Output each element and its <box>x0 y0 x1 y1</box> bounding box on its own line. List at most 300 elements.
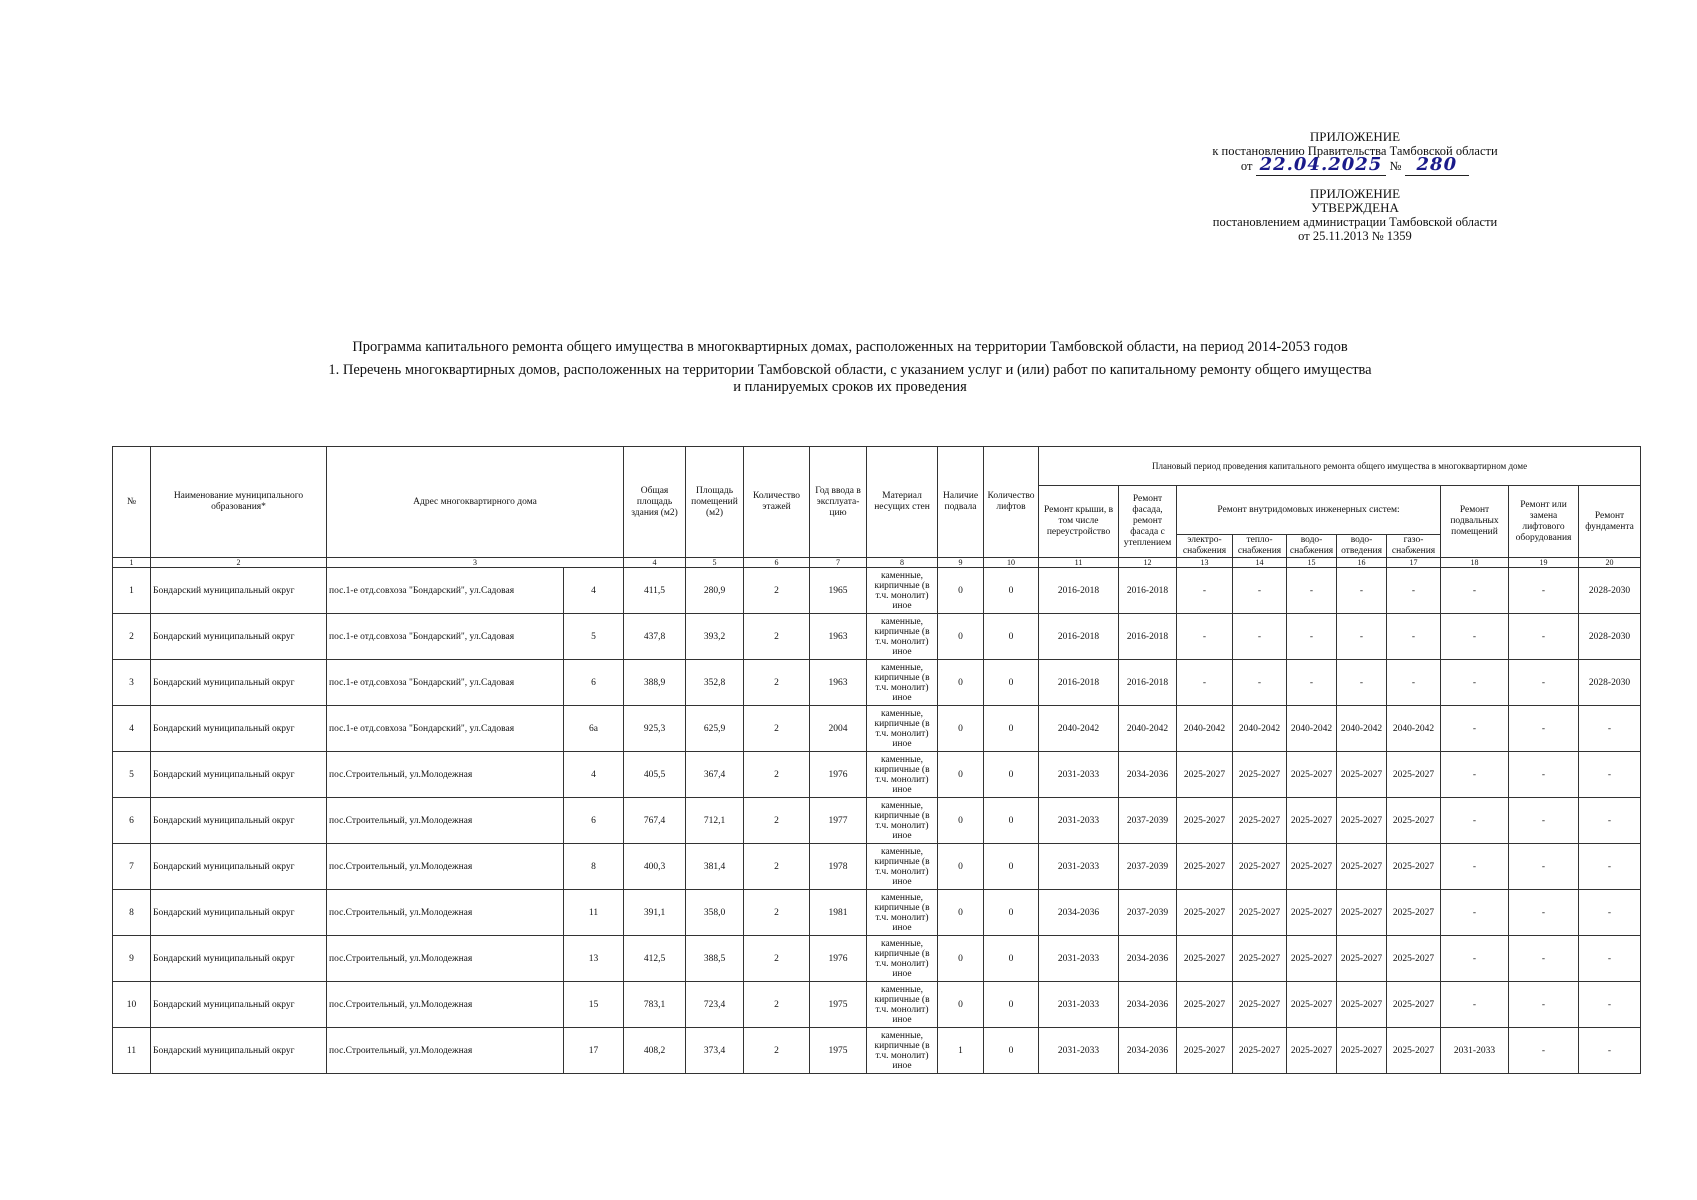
heat-repair-cell: - <box>1233 660 1287 706</box>
table-body <box>113 568 1641 1074</box>
foundation-repair-cell: - <box>1579 798 1641 844</box>
premises-area-cell: 280,9 <box>686 568 744 614</box>
premises-area-cell: 381,4 <box>686 844 744 890</box>
basement-cell: 0 <box>938 890 984 936</box>
table-row <box>113 890 1641 936</box>
year-cell: 1978 <box>810 844 867 890</box>
col-header-premises-area: Площадь помещений (м2) <box>686 447 744 558</box>
elevators-cell: 0 <box>984 936 1039 982</box>
row-number-cell: 1 <box>113 568 151 614</box>
basement-cell: 0 <box>938 982 984 1028</box>
address-cell: пос.Строительный, ул.Молодежная <box>327 844 564 890</box>
premises-area-cell: 393,2 <box>686 614 744 660</box>
sewer-repair-cell: 2025-2027 <box>1337 982 1387 1028</box>
column-number: 5 <box>686 558 744 568</box>
elevators-cell: 0 <box>984 890 1039 936</box>
col-header-num: № <box>113 447 151 558</box>
appendix-title-2: ПРИЛОЖЕНИЕ <box>1309 186 1401 201</box>
roof-repair-cell: 2031-2033 <box>1039 936 1119 982</box>
sewer-repair-cell: 2025-2027 <box>1337 752 1387 798</box>
gas-repair-cell: 2025-2027 <box>1387 844 1441 890</box>
municipality-cell: Бондарский муниципальный округ <box>151 568 327 614</box>
column-number: 7 <box>810 558 867 568</box>
column-number: 17 <box>1387 558 1441 568</box>
gas-repair-cell: 2040-2042 <box>1387 706 1441 752</box>
basement-cell: 1 <box>938 1028 984 1074</box>
elevators-cell: 0 <box>984 614 1039 660</box>
sewer-repair-cell: 2025-2027 <box>1337 844 1387 890</box>
premises-area-cell: 388,5 <box>686 936 744 982</box>
total-area-cell: 411,5 <box>624 568 686 614</box>
wall-material-cell: каменные, кирпичные (в т.ч. монолит) иное <box>867 660 938 706</box>
total-area-cell: 405,5 <box>624 752 686 798</box>
basement-repair-cell: - <box>1441 890 1509 936</box>
address-cell: пос.Строительный, ул.Молодежная <box>327 1028 564 1074</box>
total-area-cell: 408,2 <box>624 1028 686 1074</box>
address-cell: пос.Строительный, ул.Молодежная <box>327 982 564 1028</box>
gas-repair-cell: 2025-2027 <box>1387 982 1441 1028</box>
wall-material-cell: каменные, кирпичные (в т.ч. монолит) иное <box>867 890 938 936</box>
column-number: 12 <box>1119 558 1177 568</box>
row-number-cell: 9 <box>113 936 151 982</box>
basement-cell: 0 <box>938 660 984 706</box>
elevator-repair-cell: - <box>1509 752 1579 798</box>
col-header-wall-material: Материал несущих стен <box>867 447 938 558</box>
column-number: 3 <box>327 558 624 568</box>
elevator-repair-cell: - <box>1509 660 1579 706</box>
address-cell: пос.Строительный, ул.Молодежная <box>327 798 564 844</box>
column-number: 4 <box>624 558 686 568</box>
house-number-cell: 6а <box>564 706 624 752</box>
water-repair-cell: - <box>1287 660 1337 706</box>
column-number: 14 <box>1233 558 1287 568</box>
facade-repair-cell: 2034-2036 <box>1119 752 1177 798</box>
total-area-cell: 388,9 <box>624 660 686 706</box>
roof-repair-cell: 2031-2033 <box>1039 844 1119 890</box>
elevators-cell: 0 <box>984 982 1039 1028</box>
address-cell: пос.1-е отд.совхоза "Бондарский", ул.Садовая <box>327 706 564 752</box>
basement-repair-cell: - <box>1441 660 1509 706</box>
facade-repair-cell: 2037-2039 <box>1119 798 1177 844</box>
row-number-cell: 2 <box>113 614 151 660</box>
facade-repair-cell: 2037-2039 <box>1119 844 1177 890</box>
premises-area-cell: 352,8 <box>686 660 744 706</box>
table-row <box>113 752 1641 798</box>
table-row <box>113 614 1641 660</box>
document-title: Программа капитального ремонта общего имущества в многоквартирных домах, расположенных на территории Тамбовской области, на период 2014-2053 годов <box>352 339 1348 355</box>
elevator-repair-cell: - <box>1509 1028 1579 1074</box>
sewer-repair-cell: 2025-2027 <box>1337 798 1387 844</box>
heat-repair-cell: 2025-2027 <box>1233 1028 1287 1074</box>
gas-repair-cell: 2025-2027 <box>1387 1028 1441 1074</box>
house-number-cell: 11 <box>564 890 624 936</box>
municipality-cell: Бондарский муниципальный округ <box>151 982 327 1028</box>
foundation-repair-cell: - <box>1579 752 1641 798</box>
resolution-date-line <box>1190 154 1520 175</box>
house-number-cell: 13 <box>564 936 624 982</box>
address-cell: пос.Строительный, ул.Молодежная <box>327 936 564 982</box>
total-area-cell: 783,1 <box>624 982 686 1028</box>
repair-program-table-wrap <box>112 446 1635 1074</box>
house-number-cell: 15 <box>564 982 624 1028</box>
basement-repair-cell: - <box>1441 614 1509 660</box>
elevator-repair-cell: - <box>1509 614 1579 660</box>
foundation-repair-cell: - <box>1579 890 1641 936</box>
total-area-cell: 925,3 <box>624 706 686 752</box>
heat-repair-cell: 2040-2042 <box>1233 706 1287 752</box>
basement-cell: 0 <box>938 936 984 982</box>
house-number-cell: 5 <box>564 614 624 660</box>
floors-cell: 2 <box>744 890 810 936</box>
floors-cell: 2 <box>744 936 810 982</box>
foundation-repair-cell: 2028-2030 <box>1579 568 1641 614</box>
foundation-repair-cell: 2028-2030 <box>1579 660 1641 706</box>
sewer-repair-cell: 2040-2042 <box>1337 706 1387 752</box>
gas-repair-cell: 2025-2027 <box>1387 890 1441 936</box>
roof-repair-cell: 2040-2042 <box>1039 706 1119 752</box>
year-cell: 1976 <box>810 752 867 798</box>
column-number: 15 <box>1287 558 1337 568</box>
column-number: 2 <box>151 558 327 568</box>
municipality-cell: Бондарский муниципальный округ <box>151 844 327 890</box>
basement-repair-cell: - <box>1441 982 1509 1028</box>
wall-material-cell: каменные, кирпичные (в т.ч. монолит) иное <box>867 706 938 752</box>
foundation-repair-cell: - <box>1579 936 1641 982</box>
elevator-repair-cell: - <box>1509 844 1579 890</box>
facade-repair-cell: 2034-2036 <box>1119 982 1177 1028</box>
electric-repair-cell: 2025-2027 <box>1177 1028 1233 1074</box>
basement-cell: 0 <box>938 614 984 660</box>
table-row <box>113 982 1641 1028</box>
floors-cell: 2 <box>744 844 810 890</box>
row-number-cell: 10 <box>113 982 151 1028</box>
total-area-cell: 437,8 <box>624 614 686 660</box>
municipality-cell: Бондарский муниципальный округ <box>151 890 327 936</box>
gas-repair-cell: 2025-2027 <box>1387 936 1441 982</box>
foundation-repair-cell: - <box>1579 706 1641 752</box>
col-header-basement: Наличие подвала <box>938 447 984 558</box>
approved-label: УТВЕРЖДЕНА <box>1311 200 1399 215</box>
elevators-cell: 0 <box>984 1028 1039 1074</box>
table-row <box>113 706 1641 752</box>
approved-date: от 25.11.2013 № 1359 <box>1298 229 1412 243</box>
address-cell: пос.1-е отд.совхоза "Бондарский", ул.Садовая <box>327 660 564 706</box>
wall-material-cell: каменные, кирпичные (в т.ч. монолит) иное <box>867 568 938 614</box>
column-number: 19 <box>1509 558 1579 568</box>
wall-material-cell: каменные, кирпичные (в т.ч. монолит) иное <box>867 844 938 890</box>
elevator-repair-cell: - <box>1509 798 1579 844</box>
address-cell: пос.Строительный, ул.Молодежная <box>327 890 564 936</box>
table-row <box>113 660 1641 706</box>
basement-repair-cell: - <box>1441 752 1509 798</box>
floors-cell: 2 <box>744 752 810 798</box>
column-number: 18 <box>1441 558 1509 568</box>
roof-repair-cell: 2031-2033 <box>1039 752 1119 798</box>
column-number: 20 <box>1579 558 1641 568</box>
col-header-electric: электро-снабжения <box>1177 535 1233 558</box>
roof-repair-cell: 2034-2036 <box>1039 890 1119 936</box>
basement-cell: 0 <box>938 752 984 798</box>
col-header-gas: газо-снабжения <box>1387 535 1441 558</box>
document-subtitle <box>200 362 1500 396</box>
col-header-total-area: Общая площадь здания (м2) <box>624 447 686 558</box>
electric-repair-cell: - <box>1177 568 1233 614</box>
sewer-repair-cell: 2025-2027 <box>1337 1028 1387 1074</box>
col-header-heat: тепло-снабжения <box>1233 535 1287 558</box>
wall-material-cell: каменные, кирпичные (в т.ч. монолит) иное <box>867 752 938 798</box>
subtitle-line-1: 1. Перечень многоквартирных домов, расположенных на территории Тамбовской области, с указанием услуг и (или) работ по капитальному ремонту общего имущества <box>328 362 1372 378</box>
resolution-reference: к постановлению Правительства Тамбовской области <box>1212 144 1498 158</box>
year-cell: 1981 <box>810 890 867 936</box>
roof-repair-cell: 2016-2018 <box>1039 568 1119 614</box>
water-repair-cell: 2025-2027 <box>1287 936 1337 982</box>
year-cell: 1963 <box>810 660 867 706</box>
heat-repair-cell: - <box>1233 568 1287 614</box>
sewer-repair-cell: - <box>1337 614 1387 660</box>
subtitle-line-2: и планируемых сроков их проведения <box>733 379 967 395</box>
table-row <box>113 844 1641 890</box>
address-cell: пос.1-е отд.совхоза "Бондарский", ул.Садовая <box>327 568 564 614</box>
electric-repair-cell: 2025-2027 <box>1177 752 1233 798</box>
table-row <box>113 936 1641 982</box>
sewer-repair-cell: - <box>1337 660 1387 706</box>
year-cell: 1963 <box>810 614 867 660</box>
wall-material-cell: каменные, кирпичные (в т.ч. монолит) иное <box>867 1028 938 1074</box>
appendix-header <box>1190 130 1520 243</box>
appendix-title: ПРИЛОЖЕНИЕ <box>1309 129 1401 144</box>
water-repair-cell: 2025-2027 <box>1287 844 1337 890</box>
water-repair-cell: 2025-2027 <box>1287 890 1337 936</box>
col-header-address: Адрес многоквартирного дома <box>327 447 624 558</box>
col-header-elevator-repair: Ремонт или замена лифтового оборудования <box>1509 486 1579 558</box>
water-repair-cell: 2025-2027 <box>1287 982 1337 1028</box>
municipality-cell: Бондарский муниципальный округ <box>151 706 327 752</box>
col-header-water: водо-снабжения <box>1287 535 1337 558</box>
wall-material-cell: каменные, кирпичные (в т.ч. монолит) иное <box>867 614 938 660</box>
col-header-municipality: Наименование муниципального образования* <box>151 447 327 558</box>
water-repair-cell: - <box>1287 568 1337 614</box>
column-number: 16 <box>1337 558 1387 568</box>
foundation-repair-cell: - <box>1579 844 1641 890</box>
municipality-cell: Бондарский муниципальный округ <box>151 614 327 660</box>
facade-repair-cell: 2016-2018 <box>1119 660 1177 706</box>
facade-repair-cell: 2037-2039 <box>1119 890 1177 936</box>
column-number: 10 <box>984 558 1039 568</box>
municipality-cell: Бондарский муниципальный округ <box>151 660 327 706</box>
electric-repair-cell: - <box>1177 614 1233 660</box>
wall-material-cell: каменные, кирпичные (в т.ч. монолит) иное <box>867 982 938 1028</box>
premises-area-cell: 723,4 <box>686 982 744 1028</box>
electric-repair-cell: 2025-2027 <box>1177 936 1233 982</box>
heat-repair-cell: - <box>1233 614 1287 660</box>
gas-repair-cell: 2025-2027 <box>1387 752 1441 798</box>
total-area-cell: 767,4 <box>624 798 686 844</box>
premises-area-cell: 625,9 <box>686 706 744 752</box>
table-row <box>113 1028 1641 1074</box>
floors-cell: 2 <box>744 614 810 660</box>
column-number: 6 <box>744 558 810 568</box>
floors-cell: 2 <box>744 660 810 706</box>
sewer-repair-cell: 2025-2027 <box>1337 890 1387 936</box>
from-label: от <box>1240 159 1253 173</box>
facade-repair-cell: 2034-2036 <box>1119 936 1177 982</box>
approved-by: постановлением администрации Тамбовской области <box>1212 215 1498 229</box>
municipality-cell: Бондарский муниципальный округ <box>151 798 327 844</box>
electric-repair-cell: - <box>1177 660 1233 706</box>
house-number-cell: 6 <box>564 798 624 844</box>
year-cell: 1977 <box>810 798 867 844</box>
basement-cell: 0 <box>938 844 984 890</box>
column-number: 8 <box>867 558 938 568</box>
column-number: 13 <box>1177 558 1233 568</box>
electric-repair-cell: 2025-2027 <box>1177 982 1233 1028</box>
gas-repair-cell: - <box>1387 660 1441 706</box>
row-number-cell: 4 <box>113 706 151 752</box>
total-area-cell: 412,5 <box>624 936 686 982</box>
elevators-cell: 0 <box>984 706 1039 752</box>
sewer-repair-cell: - <box>1337 568 1387 614</box>
row-number-cell: 7 <box>113 844 151 890</box>
col-header-sewer: водо-отведения <box>1337 535 1387 558</box>
column-number: 9 <box>938 558 984 568</box>
heat-repair-cell: 2025-2027 <box>1233 752 1287 798</box>
basement-cell: 0 <box>938 798 984 844</box>
house-number-cell: 8 <box>564 844 624 890</box>
house-number-cell: 4 <box>564 568 624 614</box>
repair-program-table <box>112 446 1641 1074</box>
foundation-repair-cell: - <box>1579 1028 1641 1074</box>
basement-repair-cell: - <box>1441 706 1509 752</box>
floors-cell: 2 <box>744 706 810 752</box>
address-cell: пос.Строительный, ул.Молодежная <box>327 752 564 798</box>
house-number-cell: 4 <box>564 752 624 798</box>
address-cell: пос.1-е отд.совхоза "Бондарский", ул.Садовая <box>327 614 564 660</box>
elevators-cell: 0 <box>984 660 1039 706</box>
house-number-cell: 6 <box>564 660 624 706</box>
table-row <box>113 568 1641 614</box>
elevators-cell: 0 <box>984 798 1039 844</box>
electric-repair-cell: 2025-2027 <box>1177 890 1233 936</box>
facade-repair-cell: 2034-2036 <box>1119 1028 1177 1074</box>
heat-repair-cell: 2025-2027 <box>1233 982 1287 1028</box>
col-header-roof: Ремонт крыши, в том числе переустройство <box>1039 486 1119 558</box>
gas-repair-cell: - <box>1387 614 1441 660</box>
heat-repair-cell: 2025-2027 <box>1233 844 1287 890</box>
water-repair-cell: - <box>1287 614 1337 660</box>
premises-area-cell: 373,4 <box>686 1028 744 1074</box>
row-number-cell: 6 <box>113 798 151 844</box>
year-cell: 1975 <box>810 982 867 1028</box>
premises-area-cell: 712,1 <box>686 798 744 844</box>
row-number-cell: 3 <box>113 660 151 706</box>
floors-cell: 2 <box>744 982 810 1028</box>
municipality-cell: Бондарский муниципальный округ <box>151 1028 327 1074</box>
water-repair-cell: 2025-2027 <box>1287 752 1337 798</box>
roof-repair-cell: 2031-2033 <box>1039 982 1119 1028</box>
basement-repair-cell: - <box>1441 798 1509 844</box>
municipality-cell: Бондарский муниципальный округ <box>151 936 327 982</box>
basement-cell: 0 <box>938 568 984 614</box>
col-header-engineering: Ремонт внутридомовых инженерных систем: <box>1177 486 1441 535</box>
facade-repair-cell: 2016-2018 <box>1119 614 1177 660</box>
col-header-floors: Количество этажей <box>744 447 810 558</box>
row-number-cell: 5 <box>113 752 151 798</box>
municipality-cell: Бондарский муниципальный округ <box>151 752 327 798</box>
elevators-cell: 0 <box>984 844 1039 890</box>
elevators-cell: 0 <box>984 568 1039 614</box>
wall-material-cell: каменные, кирпичные (в т.ч. монолит) иное <box>867 798 938 844</box>
facade-repair-cell: 2040-2042 <box>1119 706 1177 752</box>
row-number-cell: 11 <box>113 1028 151 1074</box>
electric-repair-cell: 2025-2027 <box>1177 798 1233 844</box>
elevators-cell: 0 <box>984 752 1039 798</box>
premises-area-cell: 367,4 <box>686 752 744 798</box>
sewer-repair-cell: 2025-2027 <box>1337 936 1387 982</box>
heat-repair-cell: 2025-2027 <box>1233 890 1287 936</box>
gas-repair-cell: - <box>1387 568 1441 614</box>
year-cell: 1965 <box>810 568 867 614</box>
floors-cell: 2 <box>744 568 810 614</box>
col-header-facade: Ремонт фасада, ремонт фасада с утеплением <box>1119 486 1177 558</box>
roof-repair-cell: 2031-2033 <box>1039 1028 1119 1074</box>
total-area-cell: 391,1 <box>624 890 686 936</box>
foundation-repair-cell: - <box>1579 982 1641 1028</box>
roof-repair-cell: 2031-2033 <box>1039 798 1119 844</box>
water-repair-cell: 2040-2042 <box>1287 706 1337 752</box>
facade-repair-cell: 2016-2018 <box>1119 568 1177 614</box>
elevator-repair-cell: - <box>1509 982 1579 1028</box>
heat-repair-cell: 2025-2027 <box>1233 936 1287 982</box>
electric-repair-cell: 2040-2042 <box>1177 706 1233 752</box>
basement-repair-cell: - <box>1441 844 1509 890</box>
elevator-repair-cell: - <box>1509 568 1579 614</box>
gas-repair-cell: 2025-2027 <box>1387 798 1441 844</box>
number-label: № <box>1389 159 1402 173</box>
total-area-cell: 400,3 <box>624 844 686 890</box>
basement-cell: 0 <box>938 706 984 752</box>
handwritten-date: 22.04.2025 <box>1256 154 1387 176</box>
col-header-planned-period: Плановый период проведения капитального ремонта общего имущества в многоквартирном доме <box>1039 447 1641 486</box>
heat-repair-cell: 2025-2027 <box>1233 798 1287 844</box>
col-header-year: Год ввода в эксплуата-цию <box>810 447 867 558</box>
basement-repair-cell: 2031-2033 <box>1441 1028 1509 1074</box>
premises-area-cell: 358,0 <box>686 890 744 936</box>
house-number-cell: 17 <box>564 1028 624 1074</box>
year-cell: 1976 <box>810 936 867 982</box>
col-header-elevators: Количество лифтов <box>984 447 1039 558</box>
wall-material-cell: каменные, кирпичные (в т.ч. монолит) иное <box>867 936 938 982</box>
water-repair-cell: 2025-2027 <box>1287 1028 1337 1074</box>
roof-repair-cell: 2016-2018 <box>1039 660 1119 706</box>
year-cell: 1975 <box>810 1028 867 1074</box>
col-header-basement-repair: Ремонт подвальных помещений <box>1441 486 1509 558</box>
basement-repair-cell: - <box>1441 568 1509 614</box>
floors-cell: 2 <box>744 1028 810 1074</box>
handwritten-number: 280 <box>1405 154 1470 176</box>
elevator-repair-cell: - <box>1509 706 1579 752</box>
basement-repair-cell: - <box>1441 936 1509 982</box>
electric-repair-cell: 2025-2027 <box>1177 844 1233 890</box>
year-cell: 2004 <box>810 706 867 752</box>
column-number: 11 <box>1039 558 1119 568</box>
table-row <box>113 798 1641 844</box>
row-number-cell: 8 <box>113 890 151 936</box>
elevator-repair-cell: - <box>1509 936 1579 982</box>
column-number-row <box>113 558 1641 568</box>
floors-cell: 2 <box>744 798 810 844</box>
roof-repair-cell: 2016-2018 <box>1039 614 1119 660</box>
column-number: 1 <box>113 558 151 568</box>
